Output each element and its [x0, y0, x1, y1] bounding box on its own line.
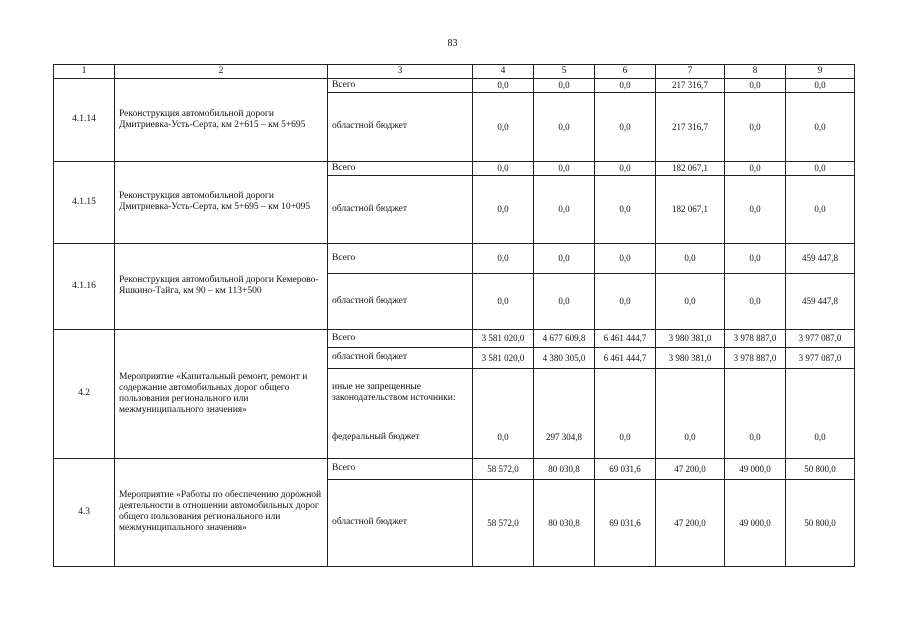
value-cell: 58 572,0 [473, 479, 534, 566]
value-cell: 297 304,8 [534, 416, 595, 458]
value-cell: 49 000,0 [725, 458, 786, 479]
value-cell: 6 461 444,7 [595, 329, 656, 347]
source-label: иные не запрещенные законодательством источники: [328, 368, 473, 416]
value-cell: 0,0 [786, 175, 855, 243]
value-cell: 459 447,8 [786, 273, 855, 329]
item-name: Реконструкция автомобильной дороги Кемерово-Яшкино-Тайга, км 90 – км 113+500 [115, 243, 328, 329]
value-cell: 0,0 [534, 243, 595, 273]
value-cell: 0,0 [534, 161, 595, 175]
table-row [54, 458, 855, 479]
header-row [54, 65, 855, 79]
col-header: 3 [328, 65, 473, 79]
col-header: 5 [534, 65, 595, 79]
value-cell: 0,0 [473, 161, 534, 175]
item-code: 4.2 [54, 329, 115, 458]
value-cell: 0,0 [595, 243, 656, 273]
table-row [54, 161, 855, 175]
value-cell: 4 380 305,0 [534, 347, 595, 368]
item-name: Мероприятие «Работы по обеспечению дорожной деятельности в отношении автомобильных дорог общего пользования регионального или межмуниципального значения» [115, 458, 328, 566]
value-cell: 0,0 [534, 92, 595, 161]
value-cell: 217 316,7 [656, 78, 725, 92]
source-label: областной бюджет [328, 273, 473, 329]
item-name: Реконструкция автомобильной дороги Дмитриевка-Усть-Серта, км 2+615 – км 5+695 [115, 78, 328, 161]
col-header: 1 [54, 65, 115, 79]
value-cell: 50 800,0 [786, 458, 855, 479]
source-label: областной бюджет [328, 92, 473, 161]
value-cell: 3 581 020,0 [473, 347, 534, 368]
item-name: Мероприятие «Капитальный ремонт, ремонт и содержание автомобильных дорог общего пользования регионального или межмуниципального значения» [115, 329, 328, 458]
value-cell: 3 980 381,0 [656, 347, 725, 368]
empty-cell [473, 368, 534, 416]
value-cell: 0,0 [786, 416, 855, 458]
value-cell: 0,0 [473, 243, 534, 273]
col-header: 7 [656, 65, 725, 79]
value-cell: 0,0 [473, 78, 534, 92]
col-header: 9 [786, 65, 855, 79]
value-cell: 80 030,8 [534, 458, 595, 479]
value-cell: 0,0 [786, 92, 855, 161]
col-header: 6 [595, 65, 656, 79]
value-cell: 0,0 [534, 78, 595, 92]
value-cell: 80 030,8 [534, 479, 595, 566]
value-cell: 0,0 [656, 416, 725, 458]
value-cell: 0,0 [725, 175, 786, 243]
value-cell: 0,0 [786, 78, 855, 92]
value-cell: 0,0 [725, 416, 786, 458]
value-cell: 47 200,0 [656, 479, 725, 566]
empty-cell [595, 368, 656, 416]
budget-table [53, 64, 855, 567]
source-label: федеральный бюджет [328, 416, 473, 458]
source-label: Всего [328, 161, 473, 175]
value-cell: 459 447,8 [786, 243, 855, 273]
value-cell: 0,0 [656, 243, 725, 273]
value-cell: 0,0 [725, 273, 786, 329]
source-label: Всего [328, 243, 473, 273]
source-label: Всего [328, 458, 473, 479]
item-code: 4.1.16 [54, 243, 115, 329]
item-name: Реконструкция автомобильной дороги Дмитриевка-Усть-Серта, км 5+695 – км 10+095 [115, 161, 328, 243]
value-cell: 6 461 444,7 [595, 347, 656, 368]
value-cell: 69 031,6 [595, 458, 656, 479]
value-cell: 50 800,0 [786, 479, 855, 566]
value-cell: 182 067,1 [656, 161, 725, 175]
value-cell: 0,0 [473, 416, 534, 458]
value-cell: 0,0 [725, 161, 786, 175]
table-row [54, 329, 855, 347]
value-cell: 0,0 [595, 78, 656, 92]
value-cell: 0,0 [725, 243, 786, 273]
value-cell: 49 000,0 [725, 479, 786, 566]
value-cell: 0,0 [534, 175, 595, 243]
value-cell: 0,0 [725, 78, 786, 92]
value-cell: 3 978 887,0 [725, 347, 786, 368]
value-cell: 0,0 [595, 416, 656, 458]
value-cell: 0,0 [656, 273, 725, 329]
value-cell: 3 978 887,0 [725, 329, 786, 347]
value-cell: 0,0 [725, 92, 786, 161]
empty-cell [786, 368, 855, 416]
table-row [54, 243, 855, 273]
value-cell: 58 572,0 [473, 458, 534, 479]
empty-cell [656, 368, 725, 416]
value-cell: 0,0 [473, 175, 534, 243]
value-cell: 0,0 [595, 273, 656, 329]
value-cell: 4 677 609,8 [534, 329, 595, 347]
source-label: Всего [328, 78, 473, 92]
col-header: 8 [725, 65, 786, 79]
value-cell: 3 977 087,0 [786, 329, 855, 347]
value-cell: 0,0 [595, 175, 656, 243]
value-cell: 182 067,1 [656, 175, 725, 243]
value-cell: 0,0 [473, 273, 534, 329]
table-row [54, 78, 855, 92]
value-cell: 69 031,6 [595, 479, 656, 566]
value-cell: 0,0 [595, 161, 656, 175]
value-cell: 3 581 020,0 [473, 329, 534, 347]
value-cell: 3 977 087,0 [786, 347, 855, 368]
page-number: 83 [447, 38, 458, 49]
source-label: областной бюджет [328, 175, 473, 243]
source-label: Всего [328, 329, 473, 347]
empty-cell [534, 368, 595, 416]
value-cell: 47 200,0 [656, 458, 725, 479]
value-cell: 0,0 [473, 92, 534, 161]
item-code: 4.1.15 [54, 161, 115, 243]
value-cell: 0,0 [786, 161, 855, 175]
col-header: 2 [115, 65, 328, 79]
value-cell: 217 316,7 [656, 92, 725, 161]
item-code: 4.3 [54, 458, 115, 566]
item-code: 4.1.14 [54, 78, 115, 161]
empty-cell [725, 368, 786, 416]
source-label: областной бюджет [328, 347, 473, 368]
value-cell: 3 980 381,0 [656, 329, 725, 347]
source-label: областной бюджет [328, 479, 473, 566]
value-cell: 0,0 [534, 273, 595, 329]
value-cell: 0,0 [595, 92, 656, 161]
col-header: 4 [473, 65, 534, 79]
